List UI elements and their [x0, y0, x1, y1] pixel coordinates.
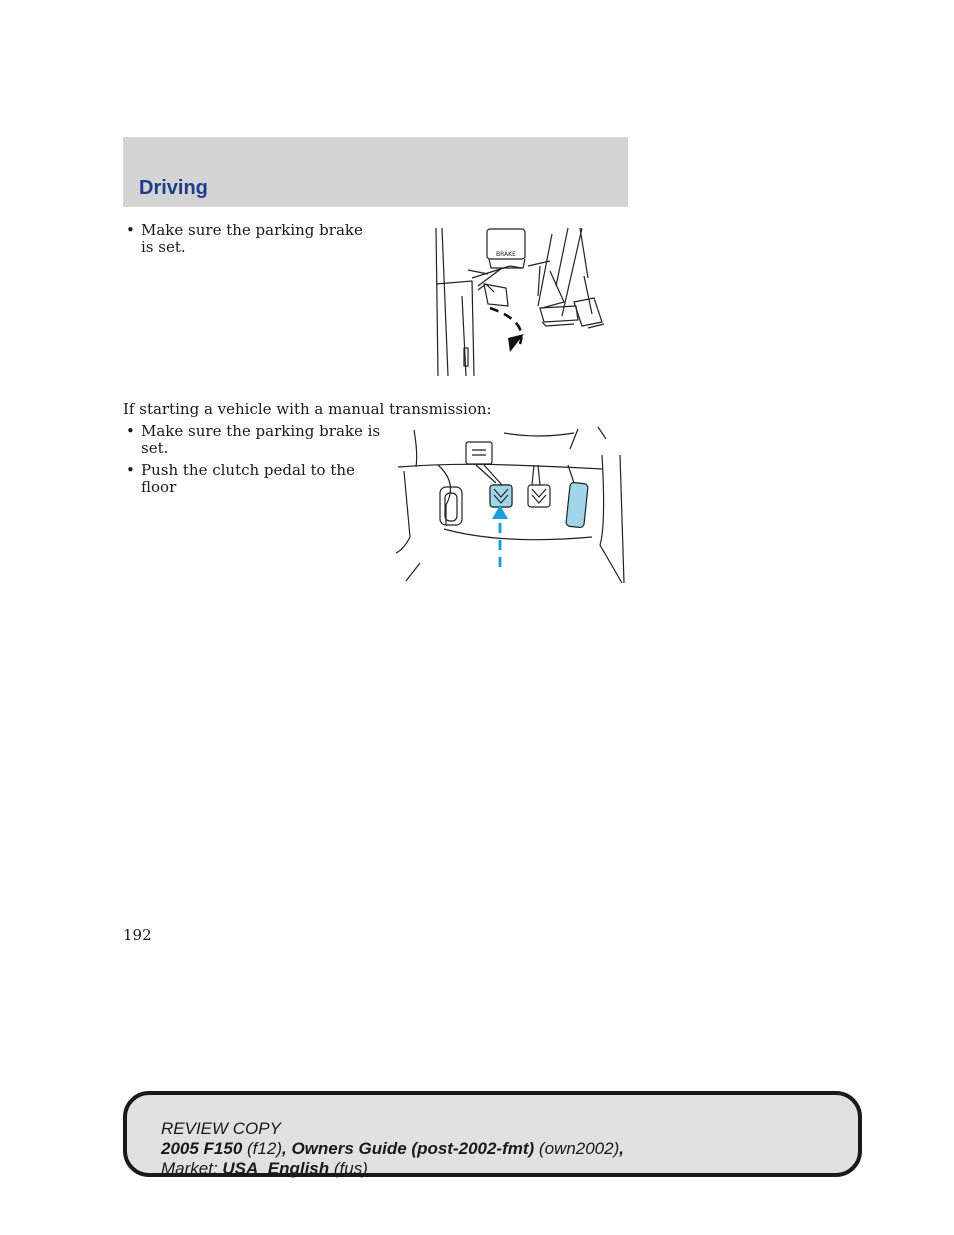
footer-review-copy: REVIEW COPY — [161, 1119, 281, 1138]
parking-brake-figure — [428, 226, 613, 382]
clutch-pedal-figure — [392, 425, 628, 585]
section-header-band — [123, 137, 628, 207]
footer-model-line: 2005 F150 (f12), Owners Guide (post-2002-fmt) (own2002), — [161, 1139, 624, 1158]
footer-market-line: Market: USA_English (fus) — [161, 1159, 368, 1178]
manual-transmission-intro: If starting a vehicle with a manual transmission: — [123, 400, 492, 418]
list-item: • Make sure the parking brake is set. — [124, 423, 384, 457]
bullet-list-2 — [124, 423, 384, 501]
brake-label: BRAKE — [496, 251, 516, 258]
accelerator-pedal — [566, 482, 589, 528]
bullet-list-1 — [124, 222, 369, 261]
list-item: • Make sure the parking brake is set. — [124, 222, 369, 256]
list-item: • Push the clutch pedal to the floor — [124, 462, 384, 496]
section-title: Driving — [139, 177, 208, 199]
review-copy-footer — [123, 1091, 862, 1177]
page-number: 192 — [123, 926, 152, 944]
